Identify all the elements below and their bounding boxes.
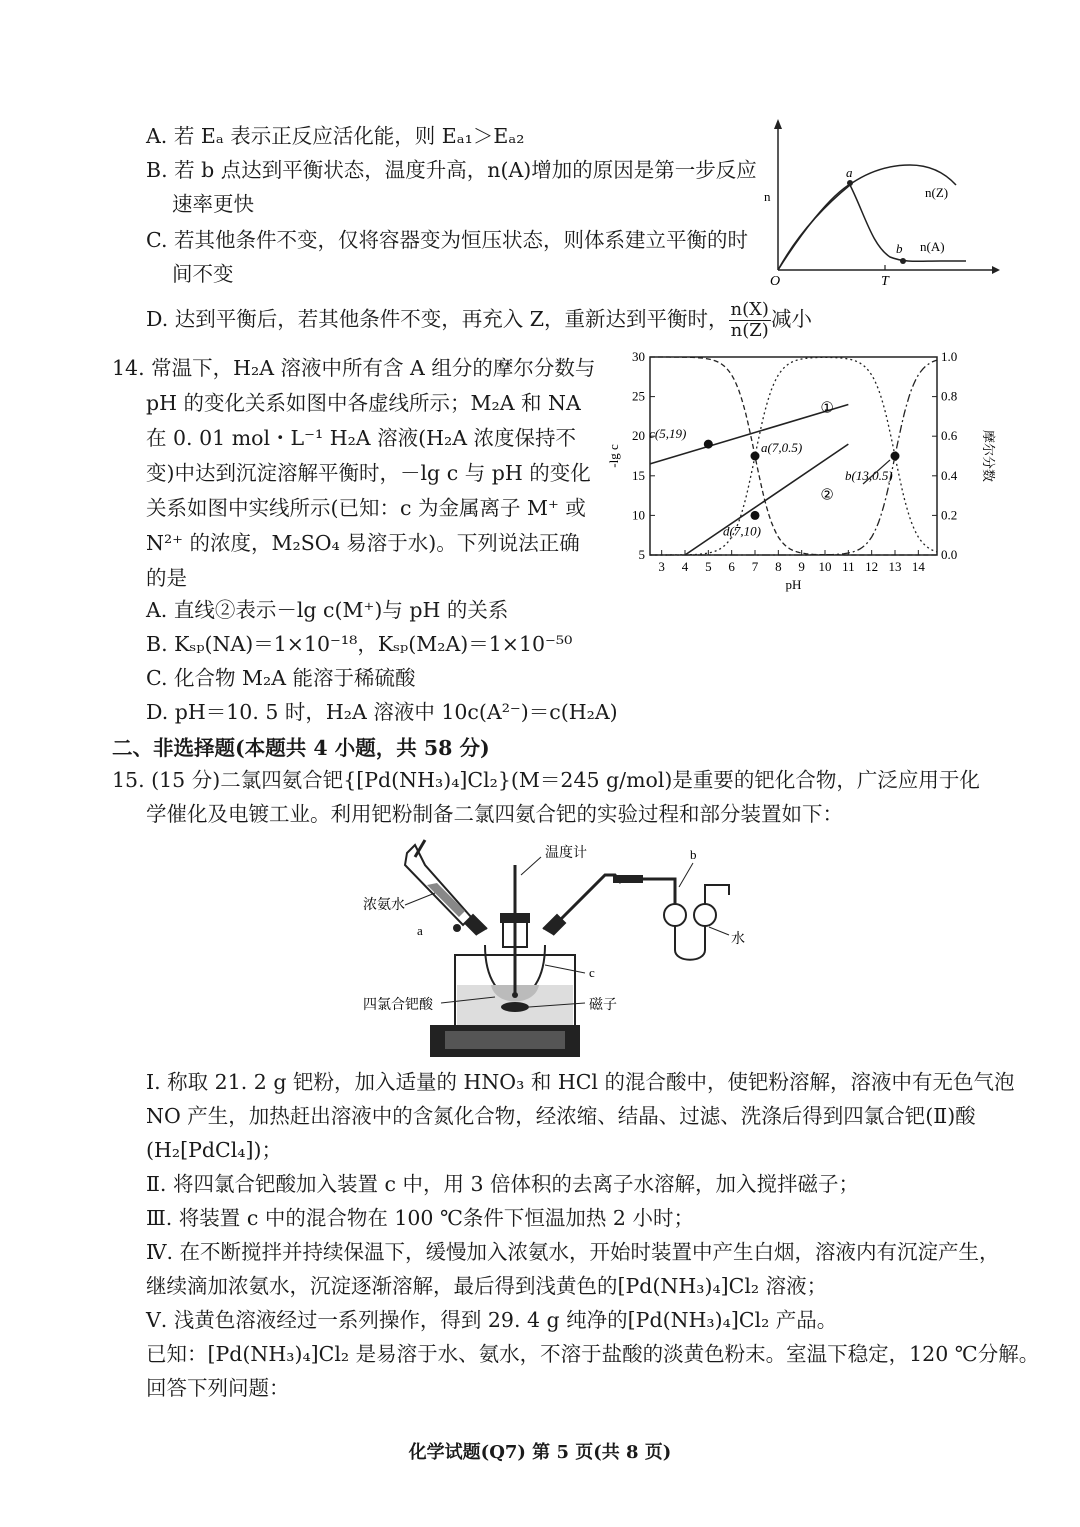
q14-stem-line-2: pH 的变化关系如图中各虚线所示；M₂A 和 NA [146,391,581,415]
acid-label: 四氯合钯酸 [363,998,433,1013]
q14-stem-line-1: 14. 常温下，H₂A 溶液中所有含 A 组分的摩尔分数与 [112,356,596,380]
x-tick-label: 14 [911,559,925,574]
y2-tick-label: 0.0 [941,547,958,562]
x-tick-label: 10 [818,559,832,574]
q13-option-c-line1: C. 若其他条件不变，仅将容器变为恒压状态，则体系建立平衡的时 [146,228,748,252]
q13-option-d-pre: D. 达到平衡后，若其他条件不变，再充入 Z，重新达到平衡时， [146,307,729,331]
q15-step-4-line-2: 继续滴加浓氨水，沉淀逐渐溶解，最后得到浅黄色的[Pd(NH₃)₄]Cl₂ 溶液； [146,1274,828,1298]
q13-point-a-label: a [846,165,853,180]
q14-stem-line-4: 变)中达到沉淀溶解平衡时，－lg c 与 pH 的变化 [146,461,591,485]
page-footer: 化学试题(Q7) 第 5 页(共 8 页) [408,1442,672,1463]
y-tick-label: 15 [632,467,645,483]
y-tick-label: 10 [632,507,645,523]
q15-intro-line-2: 学催化及电镀工业。利用钯粉制备二氯四氨合钯的实验过程和部分装置如下： [146,802,843,826]
x-tick-label: 13 [888,559,902,574]
q14-stem-line-6: N²⁺ 的浓度，M₂SO₄ 易溶于水)。下列说法正确 [146,531,580,555]
x-tick-label: 8 [775,559,782,574]
funnel-a-label: a [417,923,423,938]
data-point [704,440,713,449]
flask-c-leader [545,965,585,973]
q15-step-1-line-2: NO 产生，加热赶出溶液中的含氮化合物，经浓缩、结晶、过滤、洗涤后得到四氯合钯(Ⅱ)酸 [146,1104,976,1128]
q14-stem-line-3: 在 0. 01 mol・L⁻¹ H₂A 溶液(H₂A 浓度保持不 [146,426,577,450]
q13-point-b [900,258,906,264]
q13-x-arrow [992,266,1000,274]
q14-option-d: D. pH＝10. 5 时，H₂A 溶液中 10c(A²⁻)＝c(H₂A) [146,700,618,724]
hot-plate-panel [445,1031,565,1049]
y-tick-label: 25 [632,388,645,404]
q13-y-label: n [764,189,771,204]
outlet-tube [559,875,621,921]
q13-option-b-line2: 速率更快 [172,192,254,216]
q13-option-b-line1: B. 若 b 点达到平衡状态，温度升高，n(A)增加的原因是第一步反应 [146,158,757,182]
q14-option-c: C. 化合物 M₂A 能溶于稀硫酸 [146,666,416,690]
data-point [751,511,760,520]
q14-chart [606,345,1007,605]
q14-stem-line-5: 关系如图中实线所示(已知：c 为金属离子 M⁺ 或 [146,496,586,520]
x-tick-label: 9 [798,559,805,574]
q13-point-b-label: b [896,241,903,256]
ammonia-leader [405,893,435,905]
q15-answer-prompt: 回答下列问题： [146,1376,290,1400]
fraction-numerator: n(X) [730,299,769,320]
stopcock [453,924,461,932]
y2-tick-label: 0.4 [941,467,958,483]
section-heading: 二、非选择题(本题共 4 小题，共 58 分) [112,736,490,760]
q13-graph [760,115,1000,290]
q13-curve-a-label: n(A) [920,239,945,254]
thermometer-label: 温度计 [545,846,587,861]
data-point-label: d(7,10) [723,523,761,539]
q13-curve-z [778,165,956,270]
q15-step-3: Ⅲ. 将装置 c 中的混合物在 100 ℃条件下恒温加热 2 小时； [146,1206,694,1230]
q13-point-a [847,180,853,186]
x-axis-label: pH [785,577,802,592]
x-tick-label: 12 [865,559,879,574]
water-label: 水 [731,932,745,947]
y2-tick-label: 1.0 [941,349,958,364]
q15-known: 已知：[Pd(NH₃)₄]Cl₂ 是易溶于水、氨水，不溶于盐酸的淡黄色粉末。室温下稳定，120 ℃分解。 [146,1342,1040,1366]
y-tick-label: 20 [632,428,645,444]
thermometer-leader [521,857,541,875]
y2-tick-label: 0.6 [941,428,958,444]
ammonia-label: 浓氨水 [363,898,405,913]
y-axis-label: -lg c [606,444,621,468]
x-tick-label: 3 [658,559,665,574]
q14-option-a: A. 直线②表示－lg c(M⁺)与 pH 的关系 [146,598,509,622]
y-tick-label: 30 [632,349,645,364]
x-tick-label: 6 [728,559,735,574]
q14-option-b: B. Kₛₚ(NA)＝1×10⁻¹⁸，Kₛₚ(M₂A)＝1×10⁻⁵⁰ [146,632,573,656]
stirbar-label: 磁子 [589,998,617,1013]
q13-option-c-line2: 间不变 [172,262,234,286]
apparatus-diagram [345,835,765,1060]
q13-option-a: A. 若 Eₐ 表示正反应活化能，则 Eₐ₁＞Eₐ₂ [146,124,525,148]
q15-intro-line-1: 15. (15 分)二氯四氨合钯{[Pd(NH₃)₄]Cl₂}(M＝245 g/mol)是重要的钯化合物，广泛应用于化 [112,768,980,792]
trap-b-leader [679,863,693,887]
q13-x-tick-label: T [881,274,889,289]
x-tick-label: 11 [842,559,855,574]
q15-step-5: Ⅴ. 浅黄色溶液经过一系列操作，得到 29. 4 g 纯净的[Pd(NH₃)₄]Cl₂ 产品。 [146,1308,838,1332]
u-tube [675,926,705,960]
fraction-denominator: n(Z) [730,320,769,341]
trap-b-label: b [690,847,697,862]
series-1-label: ① [820,400,834,417]
data-point [751,452,760,461]
series-2-label: ② [820,487,834,504]
q15-step-2: Ⅱ. 将四氯合钯酸加入装置 c 中，用 3 倍体积的去离子水溶解，加入搅拌磁子； [146,1172,860,1196]
data-point-label: a(7,0.5) [761,440,803,455]
y-tick-label: 5 [638,547,645,562]
y2-axis-label: 摩尔分数 [981,429,996,483]
water-leader [709,927,729,935]
tube-to-trap [643,879,675,905]
y2-tick-label: 0.2 [941,507,958,523]
q13-option-d-fraction [729,300,771,341]
x-tick-label: 7 [751,559,759,574]
data-point [891,452,900,461]
thermometer-bulb [512,992,518,998]
data-point-label: c(5,19) [649,426,687,442]
q15-step-4-line-1: Ⅳ. 在不断搅拌并持续保温下，缓慢加入浓氨水，开始时装置中产生白烟，溶液内有沉淀产生， [146,1240,1000,1264]
trap-bulb-right [694,904,716,926]
q15-step-1-line-3: (H₂[PdCl₄])； [146,1138,282,1162]
trap-outlet [705,885,729,904]
tube-connector [613,875,643,883]
q13-curve-z-label: n(Z) [925,185,949,200]
q13-option-d [146,300,812,341]
data-point-label: b(13,0.5) [845,468,893,483]
q15-step-1-line-1: Ⅰ. 称取 21. 2 g 钯粉，加入适量的 HNO₃ 和 HCl 的混合酸中，使钯粉溶解，溶液中有无色气泡 [146,1070,1015,1094]
q13-option-d-post: 减小 [770,307,812,331]
flask-c-label: c [589,965,595,980]
q13-y-arrow [774,119,782,129]
stir-bar [501,1002,529,1012]
q14-stem-line-7: 的是 [146,566,187,590]
trap-bulb-left [664,904,686,926]
q13-origin-label: O [770,274,781,289]
x-tick-label: 4 [681,559,689,574]
x-tick-label: 5 [705,559,712,574]
y2-tick-label: 0.8 [941,388,958,404]
